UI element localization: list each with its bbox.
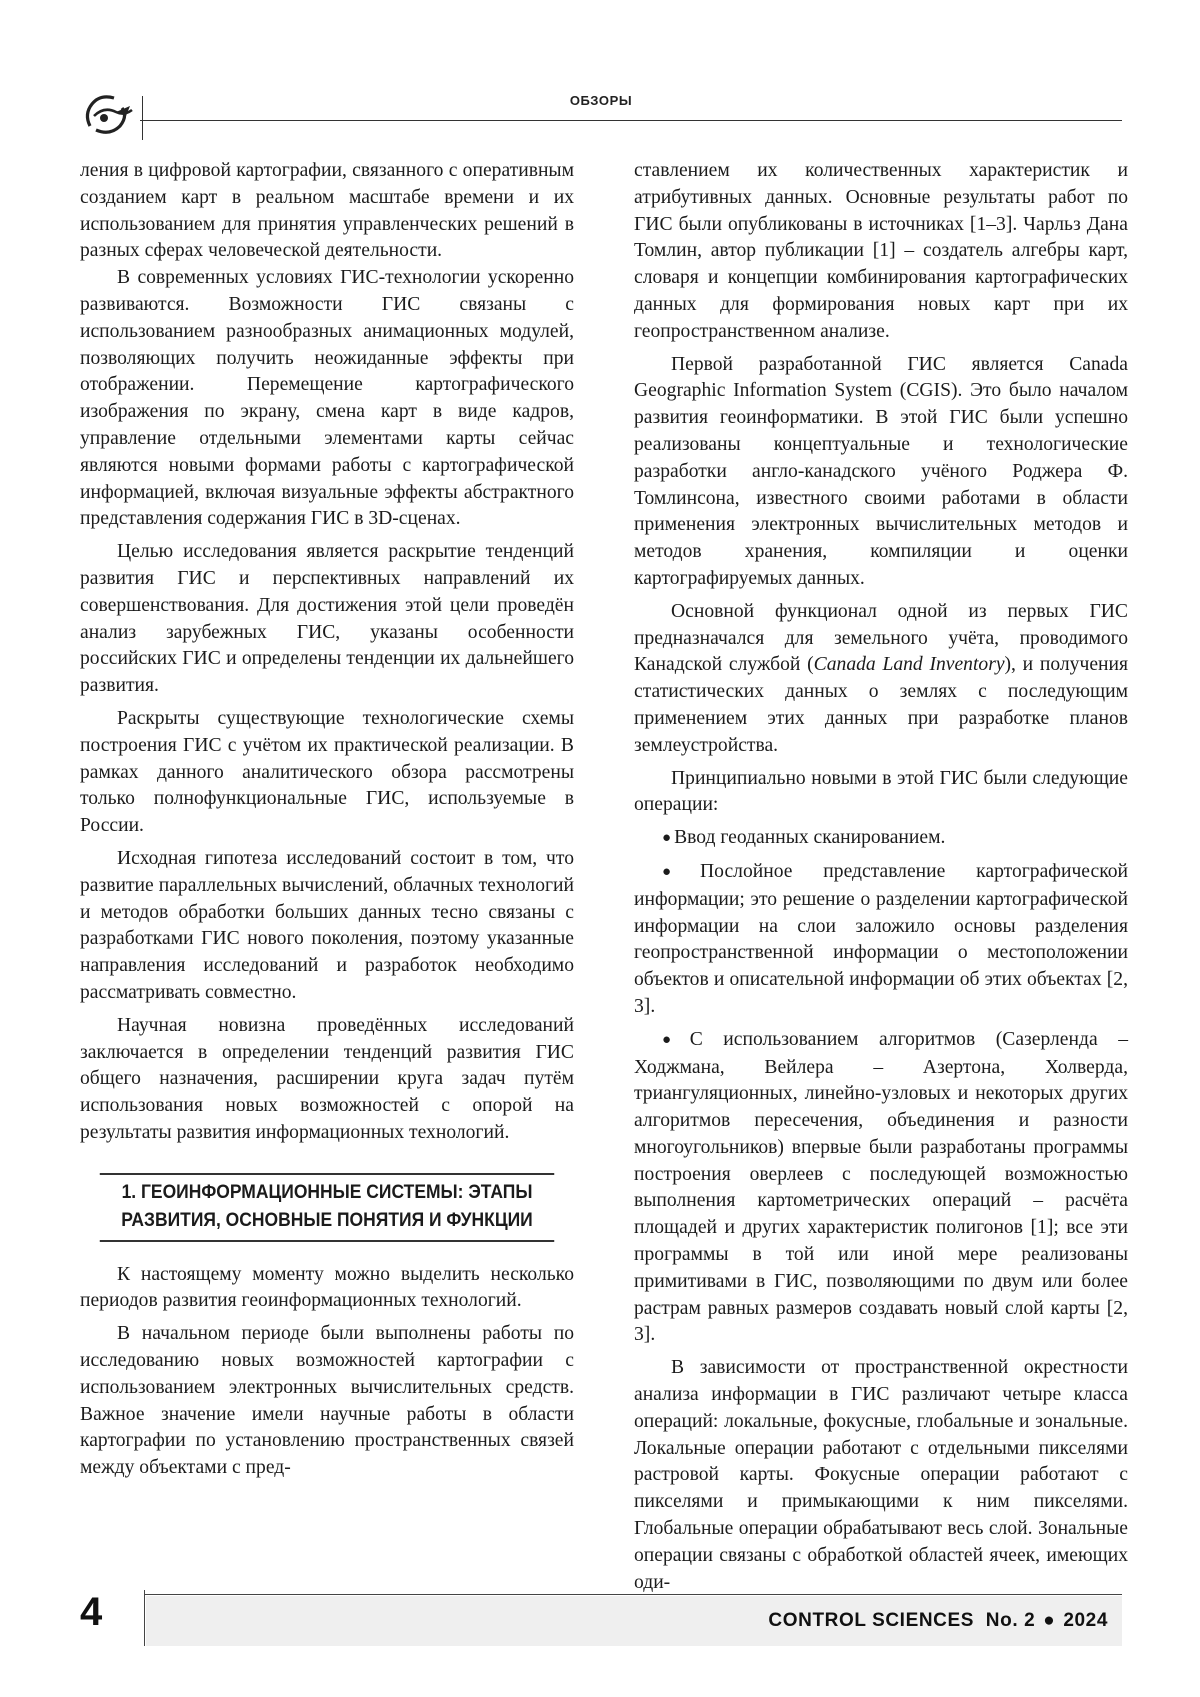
bullet-icon: ● — [662, 863, 698, 880]
section-heading-line: 1. ГЕОИНФОРМАЦИОННЫЕ СИСТЕМЫ: ЭТАПЫ — [121, 1181, 533, 1203]
journal-name: CONTROL SCIENCES — [768, 1610, 975, 1631]
list-item — [634, 859, 1128, 1021]
paragraph: Целью исследования является раскрытие тенденций развития ГИС и перспективных направлений их совершенствования. Для достижения этой цели проведён анализ зарубежных ГИС, указаны особенности российских ГИС и определены тенденции их дальнейшего развития. — [80, 541, 574, 697]
paragraph: Исходная гипотеза исследований состоит в том, что развитие параллельных вычислений, облачных технологий и методов обработки больших данных тесно связаны с разработками ГИС нового поколения, поэтому указанные направления исследований и разработок необходимо рассматривать совместно. — [80, 847, 574, 1003]
paragraph — [634, 599, 1128, 760]
footer-rule — [144, 1594, 1122, 1595]
paragraph: В начальном периоде были выполнены работы по исследованию новых возможностей картографии с использованием электронных вычислительных средств. Важное значение имели научные работы в области картографии по установлению пространственных связей между объектами с пред- — [80, 1323, 574, 1479]
issue-number: No. 2 — [985, 1610, 1036, 1631]
issue-year: 2024 — [1063, 1610, 1108, 1631]
separator-icon: ● — [1043, 1610, 1056, 1631]
page-header — [80, 86, 1122, 142]
paragraph: Раскрыты существующие технологические схемы построения ГИС с учётом их практической реализации. В рамках данного аналитического обзора рассмотрены только полнофункциональные ГИС, используемые в России. — [80, 707, 574, 837]
list-item-text: Послойное представление картографической информации; это решение о разделении картографической информации на слои заложило основы разделения геопространственной информации о местоположении объектов и описательной информации об этих объектах [2, 3]. — [634, 860, 1128, 1017]
paragraph: В зависимости от пространственной окрестности анализа информации в ГИС различают четыре класса операций: локальные, фокусные, глобальные и зональные. Локальные операции работают с отдельными пикселями растровой карты. Фокусные операции работают с пикселями и примыкающими к ним пикселями. Глобальные операции обрабатывают весь слой. Зональные операции связаны с обработкой областей ячеек, имеющих оди- — [634, 1357, 1128, 1593]
page-footer — [80, 1590, 1122, 1650]
section-heading — [100, 1173, 554, 1242]
list-item — [634, 825, 1128, 853]
section-label: ОБЗОРЫ — [569, 93, 633, 108]
paragraph: Первой разработанной ГИС является Canada Geographic Information System (CGIS). Это было началом развития геоинформатики. В этой ГИС были успешно реализованы концептуальные и технологические разработки англо-канадского учёного Роджера Ф. Томлинсона, известного своими работами в области применения электронных вычислительных методов и методов хранения, компиляции и оценки картографируемых данных. — [634, 353, 1128, 589]
paragraph: К настоящему моменту можно выделить несколько периодов развития геоинформационных технологий. — [80, 1263, 574, 1312]
paragraph-text: Основной функционал одной из первых ГИС предназначался для земельного учёта, проводимого Канадской службой ( — [634, 600, 1128, 676]
paragraph: ставлением их количественных характеристик и атрибутивных данных. Основные результаты работ по ГИС были опубликованы в источниках [1–3]. Чарльз Дана Томлин, автор публикации [1] – создатель алгебры карт, словаря и концепции комбинирования картографических данных для формирования новых карт при их геопространственном анализе. — [634, 160, 1128, 342]
bullet-icon: ● — [662, 1031, 687, 1048]
right-column — [634, 158, 1128, 1596]
footer-divider — [144, 1590, 145, 1646]
page-number: 4 — [80, 1590, 103, 1634]
list-item — [634, 1027, 1128, 1350]
list-item-text: Ввод геоданных сканированием. — [674, 827, 946, 849]
paragraph: ления в цифровой картографии, связанного с оперативным созданием карт в реальном масштабе времени и их использованием для принятия управленческих решений в разных сферах человеческой деятельности. — [80, 160, 574, 262]
list-item-text: С использованием алгоритмов (Сазерленда – Ходжмана, Вейлера – Азертона, Холверда, триангуляционных, линейно-узловых и некоторых других алгоритмов пересечения, объединения и разности многоугольников) впервые были разработаны программы построения оверлеев с последующей возможностью выполнения картометрических операций – расчёта площадей и других характеристик полигонов [1]; все эти программы в той или иной мере реализованы примитивами в ГИС, позволяющими по двум или более растрам равных размеров создавать новый слой карты [2, 3]. — [634, 1028, 1128, 1346]
paragraph: Научная новизна проведённых исследований заключается в определении тенденций развития ГИС общего назначения, расширении круга задач путём использования новых возможностей с опорой на результаты развития информационных технологий. — [80, 1014, 574, 1143]
journal-issue — [768, 1610, 1108, 1632]
italic-term: Canada Land Inventory — [813, 654, 1005, 676]
left-column — [80, 158, 574, 1482]
paragraph: В современных условиях ГИС-технологии ускоренно развиваются. Возможности ГИС связаны с использованием разнообразных анимационных модулей, позволяющих получить неожиданные эффекты при отображении. Перемещение картографического изображения по экрану, смена карт в виде кадров, управление отдельными элементами карты сейчас являются новыми формами работы с картографической информацией, включая визуальные эффекты абстрактного представления содержания ГИС в 3D-сценах. — [80, 267, 574, 530]
paragraph-text: ), и получения статистических данных о землях с последующим применением этих данных при разработке планов землеустройства. — [634, 654, 1129, 756]
paragraph: Принципиально новыми в этой ГИС были следующие операции: — [634, 767, 1128, 816]
bullet-icon: ● — [662, 830, 672, 847]
section-heading-line: РАЗВИТИЯ, ОСНОВНЫЕ ПОНЯТИЯ И ФУНКЦИИ — [121, 1209, 533, 1231]
header-rule — [140, 120, 1122, 121]
